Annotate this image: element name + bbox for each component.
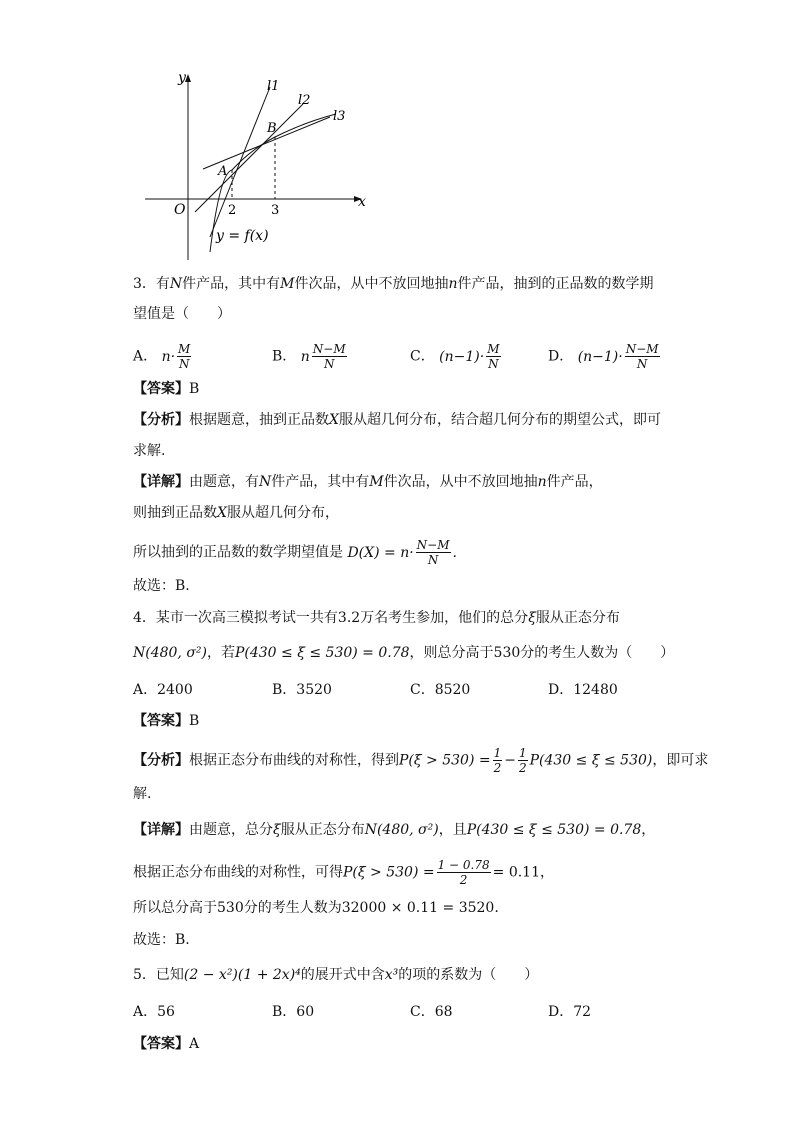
detail-text: 件次品，从中不放回地抽 (383, 474, 538, 490)
analysis-text: 服从超几何分布，结合超几何分布的期望公式，即可 (338, 412, 661, 428)
detail-text: ，且 (438, 822, 467, 838)
q4-detail-line1 (133, 820, 655, 840)
q4-detail-fraction (437, 858, 491, 887)
q3-var-n-cap: N (169, 276, 183, 292)
q4-option-b: B．3520 (272, 682, 332, 698)
q3-option-b-formula: n $\frac{N-M}{N}$ (300, 342, 346, 371)
q3-var-m: M (369, 474, 384, 490)
q3-option-c-formula: (n−1)· $\frac{M}{N}$ (439, 342, 500, 371)
answer-tag: 【答案】 (133, 1036, 189, 1052)
q4-stem-part: ，则总分高于 (409, 645, 494, 661)
frac-one-half: $\frac{1}{2}$ (493, 746, 502, 775)
q5-option-a: A．56 (133, 1004, 175, 1020)
q4-detail-formula: P(ξ > 530) = (343, 864, 435, 881)
line-l2 (195, 104, 303, 212)
answer-value: B (189, 713, 200, 729)
detail-text: . (494, 900, 499, 916)
q3-stem-part: 3．有 (133, 276, 170, 292)
q3-option-c-label: C． (410, 348, 435, 365)
fraction-denominator: 2 (459, 873, 468, 887)
y-axis-label: y (178, 70, 186, 86)
q4-analysis-formula-right: P(430 ≤ ξ ≤ 530) (529, 752, 653, 769)
q4-detail-result: = 0.11 (492, 864, 540, 881)
q3-var-n: n (448, 276, 458, 292)
analysis-tag: 【分析】 (133, 412, 189, 428)
q4-analysis-line2: 解. (133, 786, 152, 802)
q3-option-d-label: D． (548, 348, 574, 365)
answer-tag: 【答案】 (133, 713, 189, 729)
q3-stem-part: 件产品，其中有 (182, 276, 281, 292)
detail-tag: 【详解】 (133, 822, 189, 838)
q4-stem-line2 (133, 643, 674, 663)
q4-stem-part: ，若 (206, 645, 235, 661)
q3-var-n: n (537, 474, 547, 490)
q4-score: 530 (493, 645, 521, 661)
q4-distribution: N(480, σ²) (133, 645, 207, 661)
answer-value: A (189, 1036, 200, 1052)
q5-option-c: C．68 (410, 1004, 453, 1020)
q3-stem-line2: 望值是（ ） (133, 306, 231, 322)
q3-var-x: X (217, 505, 227, 521)
tick-2-label: 2 (228, 203, 237, 218)
l1-label: l1 (267, 79, 280, 94)
q5-stem (133, 965, 538, 985)
frac-one-half: $\frac{1}{2}$ (518, 746, 527, 775)
q4-stem-part: 4．某市一次高三模拟考试一共有 (133, 610, 338, 626)
point-b-label: B (267, 121, 277, 136)
detail-text: ， (641, 822, 656, 838)
l2-label: l2 (298, 93, 311, 108)
q3-option-d (548, 342, 662, 371)
analysis-text: 根据正态分布曲线的对称性，得到 (189, 752, 399, 769)
q3-detail-line3 (133, 538, 457, 567)
detail-text: 件产品，其中有 (271, 474, 370, 490)
q5-stem-part: 的展开式中含 (300, 967, 385, 983)
analysis-tag: 【分析】 (133, 752, 189, 769)
analysis-text: 根据题意，抽到正品数 (189, 412, 329, 428)
detail-text: 根据正态分布曲线的对称性，可得 (133, 864, 343, 881)
q3-option-a (133, 342, 193, 371)
q4-option-c: C．8520 (410, 682, 471, 698)
q3-analysis-line2: 求解. (133, 443, 166, 459)
detail-text: 所以抽到的正品数的数学期望值是 (133, 544, 343, 561)
detail-tag: 【详解】 (133, 474, 189, 490)
q4-probability: P(430 ≤ ξ ≤ 530) = 0.78 (234, 645, 410, 661)
q3-option-b (272, 342, 349, 371)
q3-option-c (410, 342, 503, 371)
q5-expression: (2 − x²)(1 + 2x)⁴ (183, 967, 301, 983)
detail-text: 服从超几何分布， (226, 505, 339, 521)
q3-stem-line1 (133, 274, 654, 294)
q3-option-a-label: A． (133, 348, 158, 365)
q4-distribution: N(480, σ²) (364, 822, 439, 838)
q5-stem-part: 5．已知 (133, 967, 184, 983)
q3-detail-line1 (133, 472, 603, 492)
q3-var-n-cap: N (259, 474, 272, 490)
point-a-label: A (218, 164, 228, 179)
q5-term: x³ (384, 967, 399, 983)
curve-label: y = f(x) (216, 228, 269, 244)
q4-detail-line3 (133, 898, 499, 918)
q4-stem-part: 服从正态分布 (535, 610, 620, 626)
q3-analysis-line1 (133, 410, 661, 430)
q3-var-m: M (280, 276, 295, 292)
detail-text: 所以总分高于 (133, 900, 217, 916)
q3-expectation-formula: D(X) = n· $\frac{N-M}{N}$ . (347, 538, 457, 567)
q4-stem-part: 分的考生人数为（ ） (520, 645, 675, 661)
q3-answer (133, 379, 199, 399)
q3-option-d-formula: (n−1)· $\frac{N-M}{N}$ (577, 342, 659, 371)
detail-text: 则抽到正品数 (133, 505, 217, 521)
q4-analysis-formula-left: P(ξ > 530) = (399, 752, 491, 769)
q3-option-a-formula: n· $\frac{M}{N}$ (161, 342, 191, 371)
q4-stem-part: 万名考生参加，他们的总分 (360, 610, 529, 626)
origin-label: O (174, 202, 186, 218)
q3-choose: 故选：B. (133, 578, 190, 594)
q3-detail-line2 (133, 503, 339, 523)
fraction-numerator: 1 − 0.78 (437, 858, 490, 872)
q4-stem-line1 (133, 608, 620, 628)
detail-text: 服从正态分布 (280, 822, 365, 838)
q5-option-b: B．60 (272, 1004, 315, 1020)
detail-text: 件产品， (546, 474, 603, 490)
q3-stem-part: 件产品，抽到的正品数的数学期 (457, 276, 654, 292)
q4-answer (133, 711, 199, 731)
q4-detail-line2 (133, 858, 554, 887)
x-axis-label: x (358, 194, 366, 210)
detail-text: 由题意，有 (189, 474, 259, 490)
q4-analysis-line1: 【分析】根据正态分布曲线的对称性，得到P(ξ > 530) = $\frac{1}{2}$ − $\frac{1}{2}$ P(430 ≤ ξ ≤ 530)，即可求 (133, 746, 709, 775)
q4-count: 3.2 (337, 610, 361, 626)
detail-text: 分的考生人数为 (243, 900, 342, 916)
q3-var-x: X (329, 412, 339, 428)
q5-stem-part: 的项的系数为（ ） (398, 967, 539, 983)
q4-score: 530 (217, 900, 244, 916)
q4-detail-calc: 32000 × 0.11 = 3520 (341, 900, 495, 916)
q5-answer (133, 1034, 199, 1054)
q4-var-xi: ξ (528, 610, 536, 626)
answer-value: B (189, 381, 200, 397)
q4-var-xi: ξ (273, 822, 281, 838)
tick-3-label: 3 (271, 203, 280, 218)
l3-label: l3 (333, 109, 346, 124)
q4-option-d: D．12480 (548, 682, 618, 698)
tangent-lines-figure (140, 62, 380, 262)
q4-option-a: A．2400 (133, 682, 193, 698)
q4-probability: P(430 ≤ ξ ≤ 530) = 0.78 (466, 822, 642, 838)
q3-option-b-label: B． (272, 348, 297, 365)
q4-choose: 故选：B. (133, 932, 190, 948)
analysis-text: ，即可求 (652, 752, 709, 769)
q3-stem-part: 件次品，从中不放回地抽 (294, 276, 449, 292)
detail-text: ， (540, 864, 554, 881)
q5-option-d: D．72 (548, 1004, 592, 1020)
detail-text: 由题意，总分 (189, 822, 273, 838)
answer-tag: 【答案】 (133, 381, 189, 397)
